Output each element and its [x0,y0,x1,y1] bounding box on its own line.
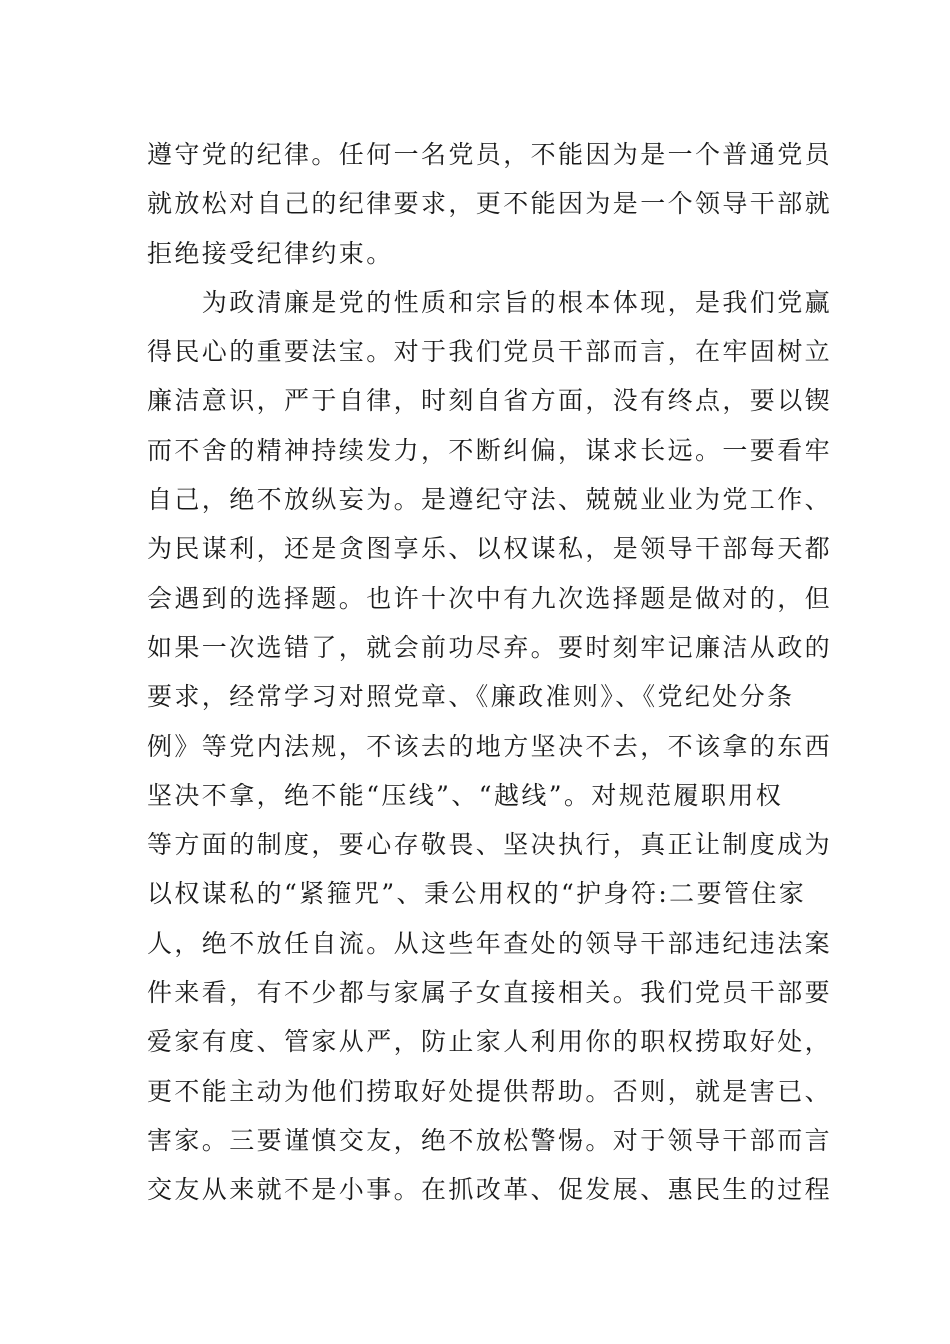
text-line: 而不舍的精神持续发力，不断纠偏，谋求长远。一要看牢 [147,435,833,465]
text-line: 廉洁意识，严于自律，时刻自省方面，没有终点，要以锲 [147,386,833,416]
text-line: 遵守党的纪律。任何一名党员，不能因为是一个普通党员 [147,140,833,169]
text-line: 会遇到的选择题。也许十次中有九次选择题是做对的，但 [147,583,833,613]
text-line: 交友从来就不是小事。在抓改革、促发展、惠民生的过程 [147,1175,833,1205]
body-text [147,130,833,1215]
text-line: 人，绝不放任自流。从这些年查处的领导干部违纪违法案 [147,928,833,958]
text-line: 坚决不拿，绝不能“压线”、“越线”。对规范履职用权 [147,780,784,810]
text-line: 为民谋利，还是贪图享乐、以权谋私，是领导干部每天都 [147,534,833,564]
text-line: 要求，经常学习对照党章、《廉政准则》、《党纪处分条 [147,682,795,712]
text-line: 如果一次选错了，就会前功尽弃。要时刻牢记廉洁从政的 [147,632,833,662]
text-line: 得民心的重要法宝。对于我们党员干部而言，在牢固树立 [147,337,833,367]
text-line: 例》等党内法规，不该去的地方坚决不去，不该拿的东西 [147,731,833,761]
text-line: 为政清廉是党的性质和宗旨的根本体现，是我们党赢 [147,287,833,317]
text-line: 爱家有度、管家从严，防止家人利用你的职权捞取好处， [147,1027,833,1057]
text-line: 更不能主动为他们捞取好处提供帮助。否则，就是害已、 [147,1076,833,1106]
text-line: 以权谋私的“紧箍咒”、秉公用权的“护身符:二要管住家 [147,879,807,909]
text-line: 就放松对自己的纪律要求，更不能因为是一个领导干部就 [147,189,833,219]
text-line: 件来看，有不少都与家属子女直接相关。我们党员干部要 [147,978,833,1008]
text-line: 等方面的制度，要心存敬畏、坚决执行，真正让制度成为 [147,830,833,860]
text-line: 害家。三要谨慎交友，绝不放松警惕。对于领导干部而言 [147,1125,833,1155]
text-line: 拒绝接受纪律约束。 [147,238,394,268]
text-line: 自己，绝不放纵妄为。是遵纪守法、兢兢业业为党工作、 [147,485,833,515]
